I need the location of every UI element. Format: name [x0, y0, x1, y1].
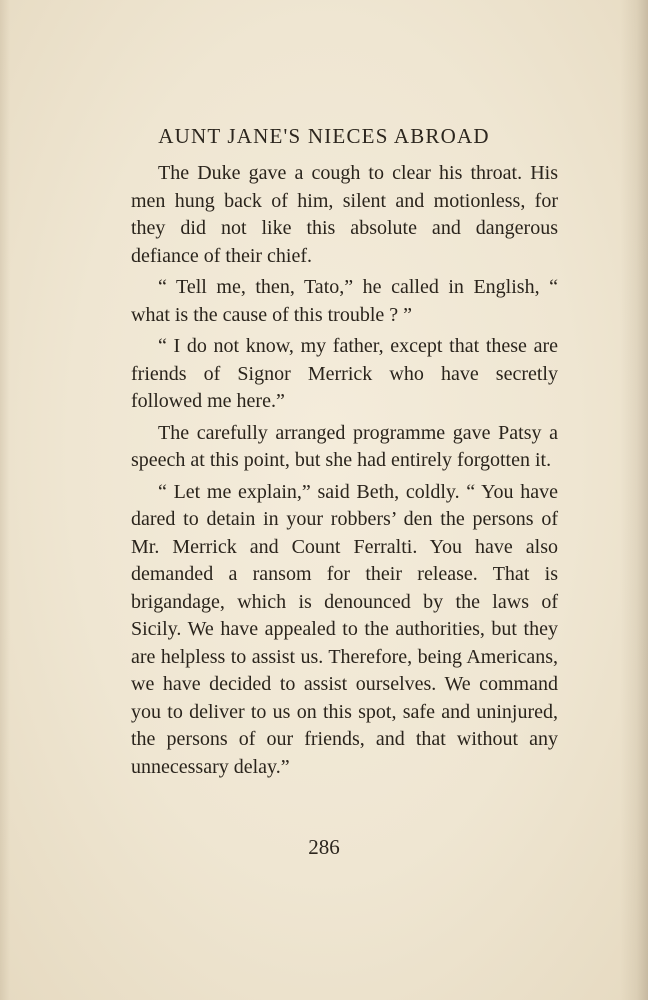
body-text	[131, 160, 558, 785]
page-number: 286	[308, 835, 340, 859]
paragraph-3: “ I do not know, my father, except that these are friends of Signor Merrick who have secretly followed me here.”	[131, 335, 558, 412]
running-head: AUNT JANE'S NIECES ABROAD	[158, 124, 490, 148]
paragraph-1: The Duke gave a cough to clear his throat. His men hung back of him, silent and motionless, for they did not like this absolute and dangerous defiance of their chief.	[131, 162, 558, 267]
paragraph-2: “ Tell me, then, Tato,” he called in English, “ what is the cause of this trouble ? ”	[131, 276, 558, 326]
paragraph-4: The carefully arranged programme gave Patsy a speech at this point, but she had entirely forgotten it.	[131, 421, 558, 471]
paragraph-5: “ Let me explain,” said Beth, coldly. “ You have dared to detain in your robbers’ den the persons of Mr. Merrick and Count Ferralti. You have also demanded a ransom for their release. That is brigandage, which is denounced by the laws of Sicily. We have appealed to the authorities, but they are helpless to assist us. Therefore, being Americans, we have decided to assist ourselves. We command you to deliver to us on this spot, safe and uninjured, the persons of our friends, and that without any unnecessary delay.”	[131, 480, 558, 778]
